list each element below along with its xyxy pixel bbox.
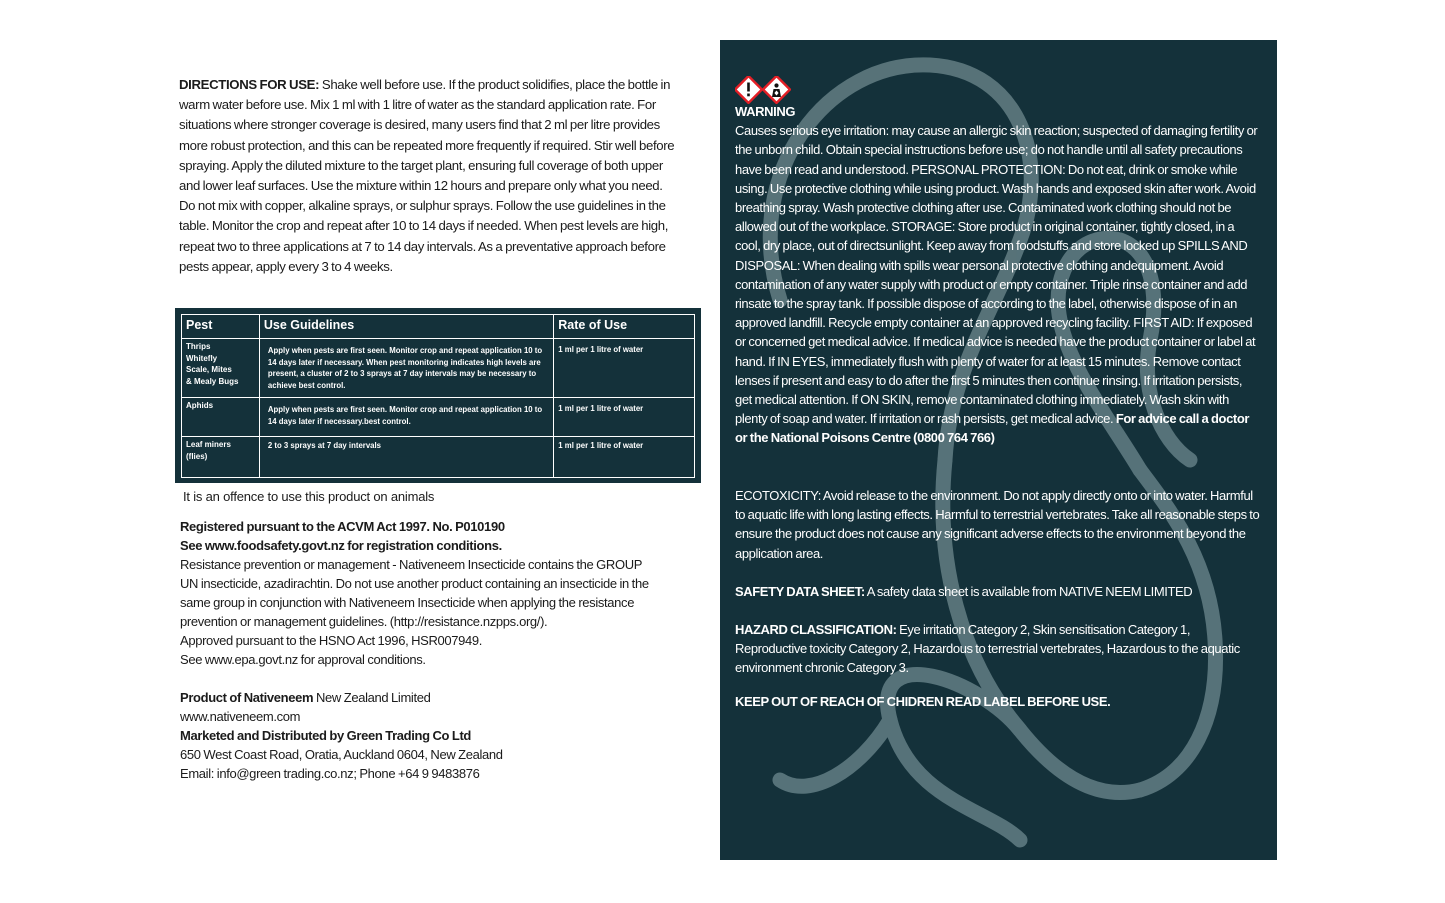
guideline-cell: Apply when pests are first seen. Monitor crop and repeat application 10 to 14 days later if necessary. When pest monitoring indicates high levels are present, a cluster of 2 to 3 sprays at 7 day intervals may be necessary to achieve best control.	[259, 339, 553, 398]
pest-cell	[182, 339, 260, 398]
hazard-text: Eye irritation Category 2, Skin sensitisation Category 1, Reproductive toxicity Category 2, Hazardous to terrestrial vertebrates, Hazardous to the aquatic environment chronic Category 3.	[735, 622, 1240, 676]
use-table	[181, 314, 695, 478]
pest-cell	[182, 398, 260, 437]
directions-block	[179, 75, 679, 277]
hazard-classification-paragraph	[735, 620, 1260, 678]
product-of-line	[180, 688, 503, 707]
resistance-line: same group in conjunction with Nativeneem Insecticide when applying the resistance	[180, 595, 635, 610]
rate-cell: 1 ml per 1 litre of water	[554, 437, 695, 478]
warning-text: Causes serious eye irritation: may cause an allergic skin reaction; suspected of damaging fertility or the unborn child. Obtain special instructions before use; do not handle until all safety precautions have been read and understood. PERSONAL PROTECTION: Do not eat, drink or smoke while using. Use protective clothing while using product. Wash hands and exposed skin after work. Avoid breathing spray. Wash protective clothing after use. Contaminated work clothing should not be allowed out of the workplace. STORAGE: Store product in original container, tightly closed, in a cool, dry place, out of directsunlight. Keep away from foodstuffs and store locked up SPILLS AND DISPOSAL: When dealing with spills wear personal protective clothing andequipment. Avoid contamination of any water supply with product or empty container. Triple rinse container and add rinsate to the spray tank. If possible dispose of according to the label, otherwise dispose of in an approved landfill. Recycle empty container at an approved recycling facility. FIRST AID: If exposed or concerned get medical advice. If medical advice is needed have the product container or label at hand. If IN EYES, immediately flush with plenty of water for at least 15 minutes. Remove contact lenses if present and easy to do after the first 5 minutes then continue rinsing. If irritation persists, get medical attention. If ON SKIN, remove contaminated clothing immediately. Wash skin with plenty of soap and water. If irritation or rash persists, get medical advice.	[735, 123, 1258, 427]
warning-block	[735, 102, 1260, 448]
resistance-line: UN insecticide, azadirachtin. Do not use another product containing an insecticide in the	[180, 576, 649, 591]
use-table-container	[175, 308, 701, 483]
product-of-bold: Product of Nativeneem	[180, 690, 314, 705]
pest-cell	[182, 437, 260, 478]
address-line: 650 West Coast Road, Oratia, Auckland 0604, New Zealand	[180, 747, 503, 762]
safety-panel	[720, 40, 1277, 860]
poisons-centre-text: For advice call a doctor or the National Poisons Centre (0800 764 766)	[735, 411, 1250, 446]
table-row	[182, 398, 695, 437]
hazard-heading: HAZARD CLASSIFICATION:	[735, 622, 897, 637]
sds-heading: SAFETY DATA SHEET:	[735, 584, 865, 599]
marketed-by-line: Marketed and Distributed by Green Trading Co Ltd	[180, 728, 472, 743]
rate-cell: 1 ml per 1 litre of water	[554, 339, 695, 398]
table-row	[182, 339, 695, 398]
header-pest: Pest	[182, 315, 260, 339]
table-row	[182, 437, 695, 478]
directions-text: Shake well before use. If the product solidifies, place the bottle in warm water before use. Mix 1 ml with 1 litre of water as the standard application rate. For situations where stronger coverage is desired, many users find that 2 ml per litre provides more robust protection, and this can be repeated more frequently if required. Stir well before spraying. Apply the diluted mixture to the target plant, ensuring full coverage of both upper and lower leaf surfaces. Use the mixture within 12 hours and prepare only what you need. Do not mix with copper, alkaline sprays, or sulphur sprays. Follow the use guidelines in the table. Monitor the crop and repeat after 10 to 14 days if needed. When pest levels are high, repeat two to three applications at 7 to 14 day intervals. As a preventative approach before pests appear, apply every 3 to 4 weeks.	[179, 77, 675, 274]
header-use-guidelines: Use Guidelines	[259, 315, 553, 339]
pest-name: (flies)	[186, 451, 208, 461]
registration-line: Registered pursuant to the ACVM Act 1997. No. P010190	[180, 519, 505, 534]
safety-data-sheet-paragraph	[735, 582, 1260, 601]
table-header-row	[182, 315, 695, 339]
directions-paragraph	[179, 75, 679, 277]
registration-block	[180, 517, 690, 669]
hsno-line: Approved pursuant to the HSNO Act 1996, HSR007949.	[180, 633, 483, 648]
website-text: www.nativeneem.com	[180, 709, 301, 724]
pest-name: Whitefly	[186, 353, 218, 363]
offence-notice: It is an offence to use this product on animals	[183, 489, 435, 504]
pest-name: Leaf miners	[186, 440, 231, 449]
pest-name: Thrips	[186, 342, 211, 351]
keep-out-of-reach-notice: KEEP OUT OF REACH OF CHIDREN READ LABEL BEFORE USE.	[735, 694, 1111, 709]
health-hazard-icon	[763, 76, 790, 103]
product-info-block	[180, 688, 503, 783]
product-of-rest: New Zealand Limited	[313, 690, 431, 705]
epa-line: See www.epa.govt.nz for approval conditions.	[180, 652, 426, 667]
guideline-cell: Apply when pests are first seen. Monitor crop and repeat application 10 to 14 days later if necessary.best control.	[259, 398, 553, 437]
sds-text: A safety data sheet is available from NATIVE NEEM LIMITED	[864, 584, 1193, 599]
pest-name: Aphids	[186, 401, 214, 410]
ecotoxicity-paragraph: ECOTOXICITY: Avoid release to the environment. Do not apply directly onto or into water. Harmful to aquatic life with long lasting effects. Harmful to terrestrial vertebrates. Take all reasonable steps to ensure the product does not cause any significant adverse effects to the environment beyond the application area.	[735, 488, 1260, 561]
resistance-line: prevention or management guidelines. (http://resistance.nzpps.org/).	[180, 614, 548, 629]
ghs-pictograms	[735, 76, 791, 104]
registration-conditions-line: See www.foodsafety.govt.nz for registration conditions.	[180, 538, 502, 553]
warning-paragraph	[735, 121, 1260, 447]
header-rate-of-use: Rate of Use	[554, 315, 695, 339]
pest-name: Scale, Mites	[186, 365, 232, 374]
pest-name: & Mealy Bugs	[186, 376, 239, 386]
rate-cell: 1 ml per 1 litre of water	[554, 398, 695, 437]
resistance-line: Resistance prevention or management - Nativeneem Insecticide contains the GROUP	[180, 557, 643, 572]
exclamation-mark-hazard-icon	[735, 76, 762, 103]
warning-title: WARNING	[735, 104, 796, 119]
guideline-cell: 2 to 3 sprays at 7 day intervals	[259, 437, 553, 478]
directions-heading: DIRECTIONS FOR USE:	[179, 77, 320, 92]
contact-line: Email: info@green trading.co.nz; Phone +64 9 9483876	[180, 766, 480, 781]
